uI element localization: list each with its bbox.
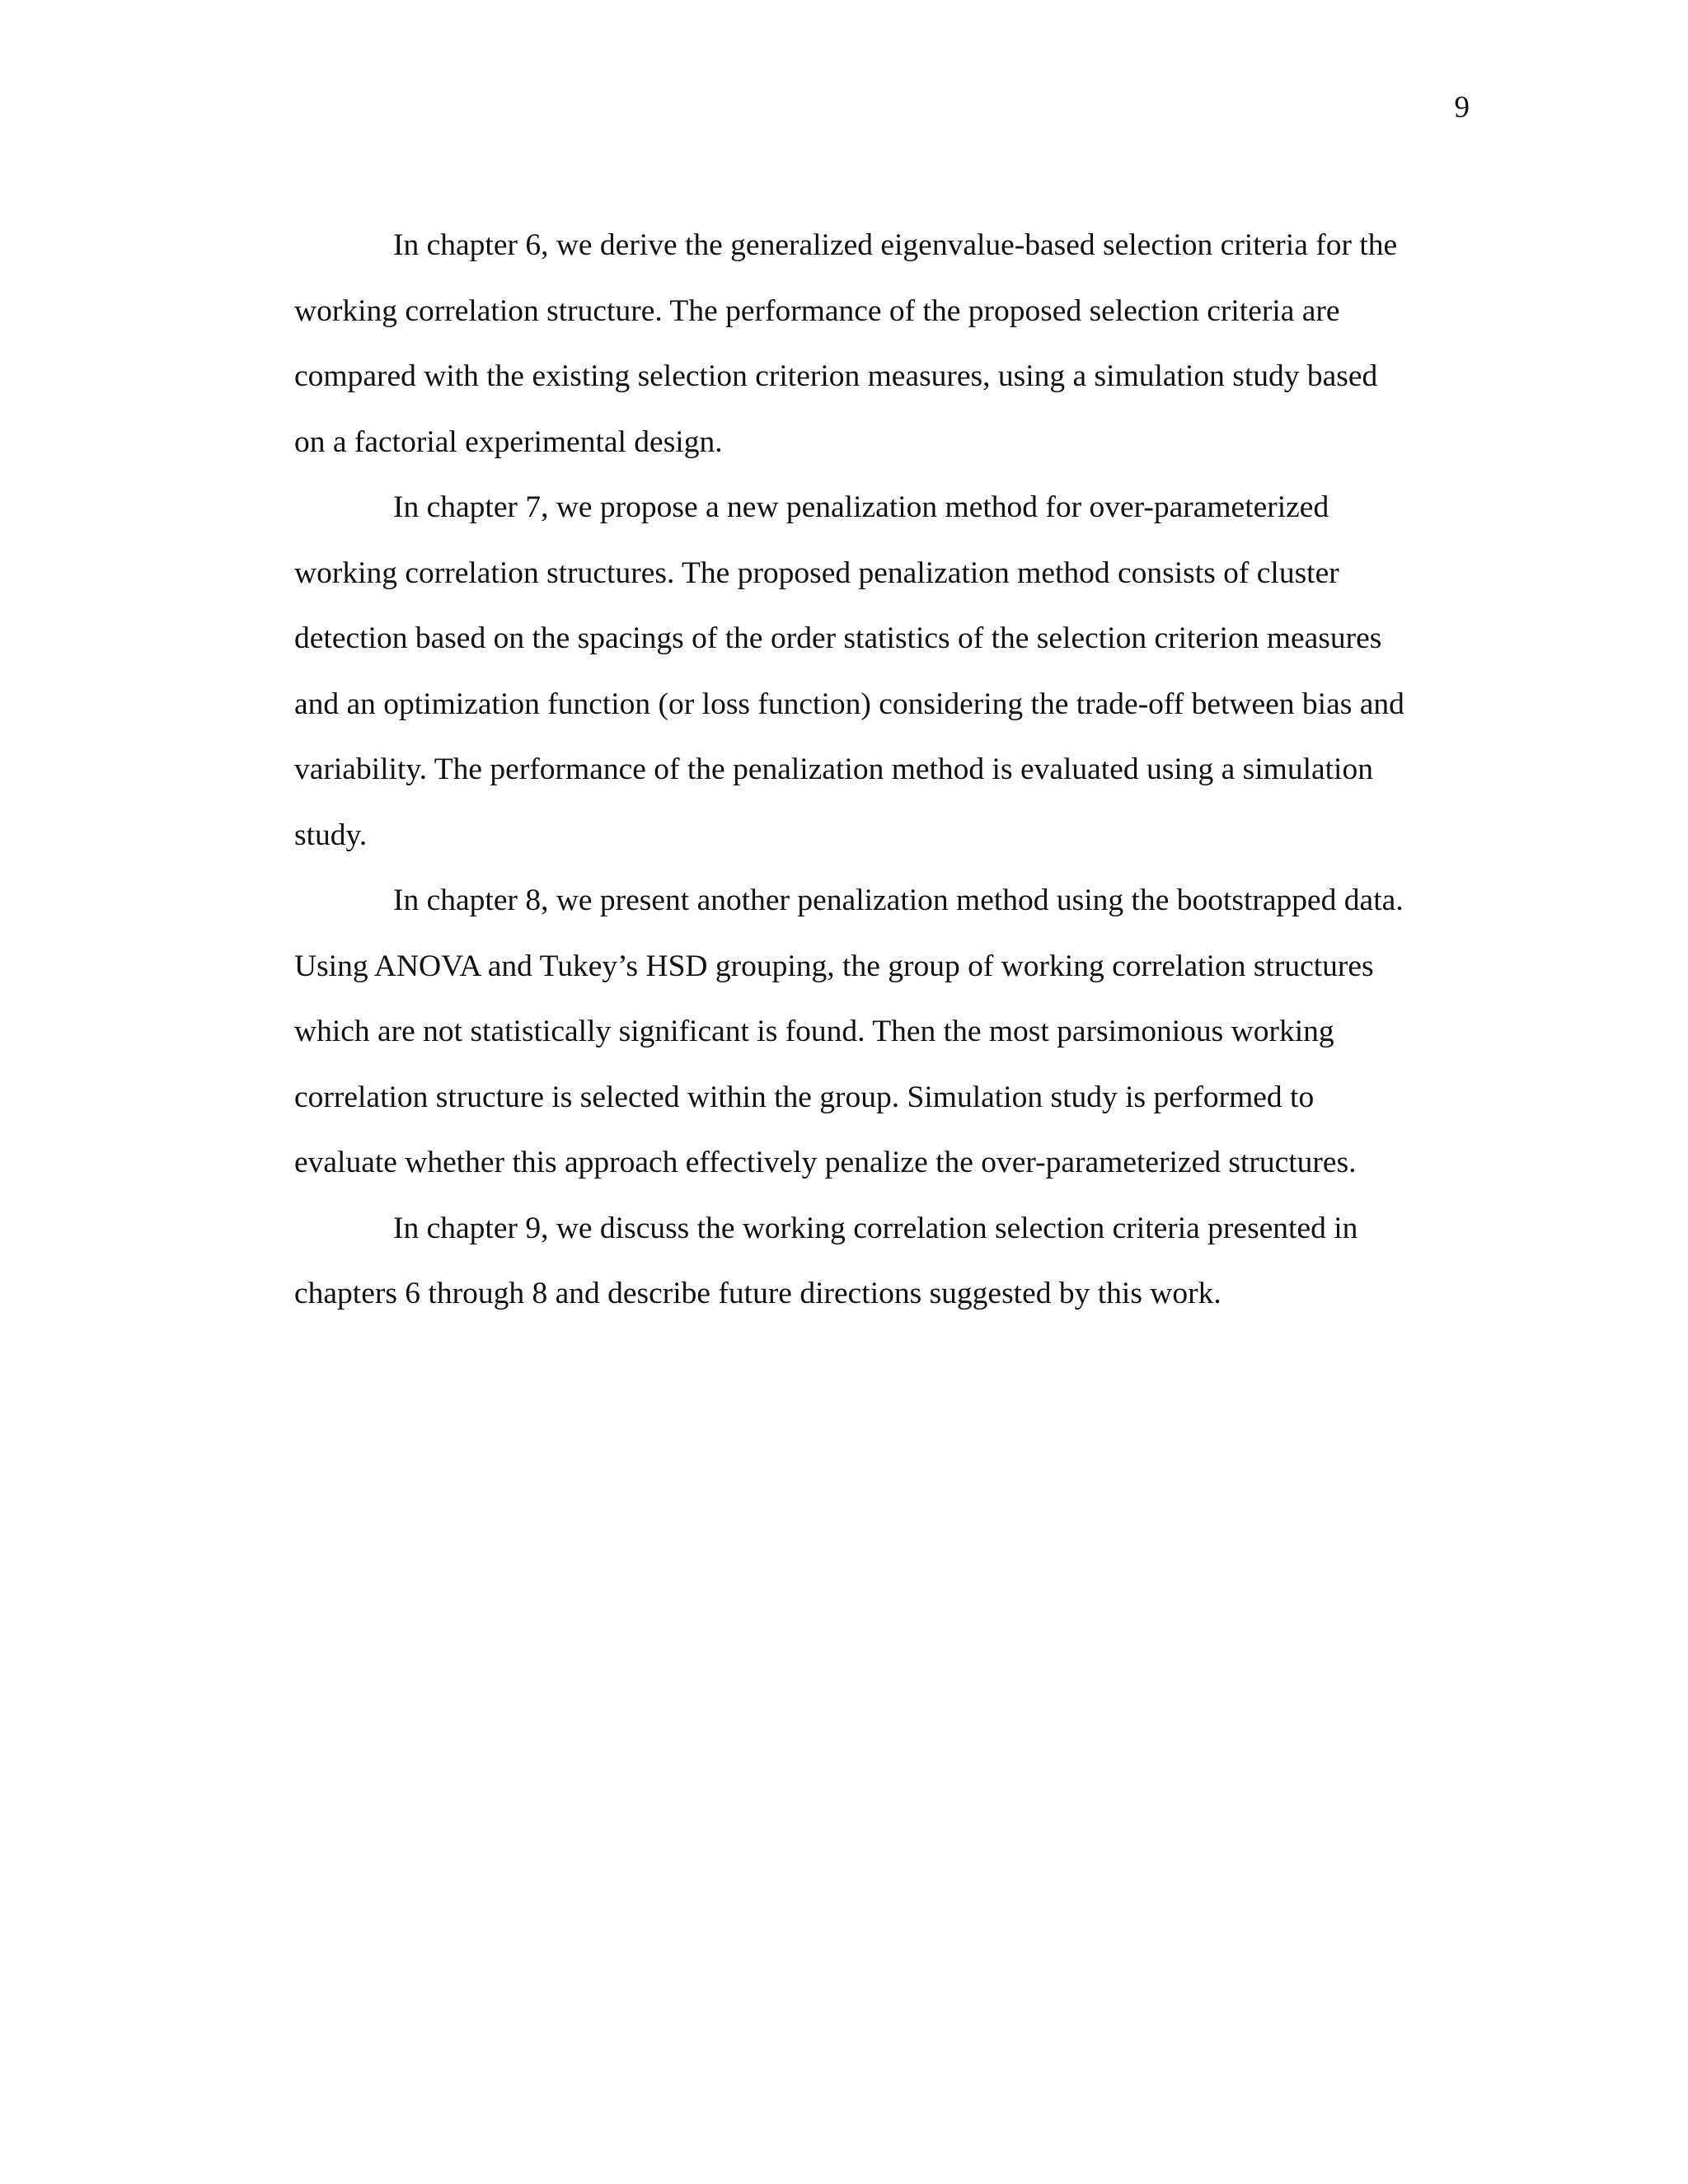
text-line: In chapter 7, we propose a new penalization method for over-parameterized: [393, 490, 1329, 524]
text-line: and an optimization function (or loss function) considering the trade-off between bias and: [294, 687, 1404, 721]
paragraph-chapter-8: [294, 868, 1473, 1196]
paragraph-chapter-6: [294, 213, 1473, 475]
text-line: study.: [294, 818, 368, 852]
text-line: compared with the existing selection criterion measures, using a simulation study based: [294, 359, 1378, 393]
text-line: detection based on the spacings of the order statistics of the selection criterion measures: [294, 621, 1382, 655]
text-line: which are not statistically significant is found. Then the most parsimonious working: [294, 1015, 1334, 1048]
text-line: In chapter 8, we present another penalization method using the bootstrapped data.: [393, 883, 1404, 917]
text-line: working correlation structure. The performance of the proposed selection criteria are: [294, 293, 1340, 328]
text-line: variability. The performance of the penalization method is evaluated using a simulation: [294, 752, 1373, 786]
body-text: [294, 213, 1473, 1327]
paragraph-chapter-9: [294, 1196, 1473, 1327]
text-line: In chapter 6, we derive the generalized eigenvalue-based selection criteria for the: [393, 228, 1398, 262]
text-line: evaluate whether this approach effectively penalize the over-parameterized structures.: [294, 1146, 1357, 1179]
page-number: 9: [1454, 91, 1470, 124]
text-line: working correlation structures. The proposed penalization method consists of cluster: [294, 555, 1339, 590]
text-line: correlation structure is selected within the group. Simulation study is performed to: [294, 1080, 1315, 1114]
text-line: Using ANOVA and Tukey’s HSD grouping, the group of working correlation structures: [294, 949, 1374, 983]
text-line: chapters 6 through 8 and describe future directions suggested by this work.: [294, 1277, 1221, 1310]
text-line: on a factorial experimental design.: [294, 424, 723, 459]
text-line: In chapter 9, we discuss the working correlation selection criteria presented in: [393, 1211, 1358, 1245]
paragraph-chapter-7: [294, 475, 1473, 868]
